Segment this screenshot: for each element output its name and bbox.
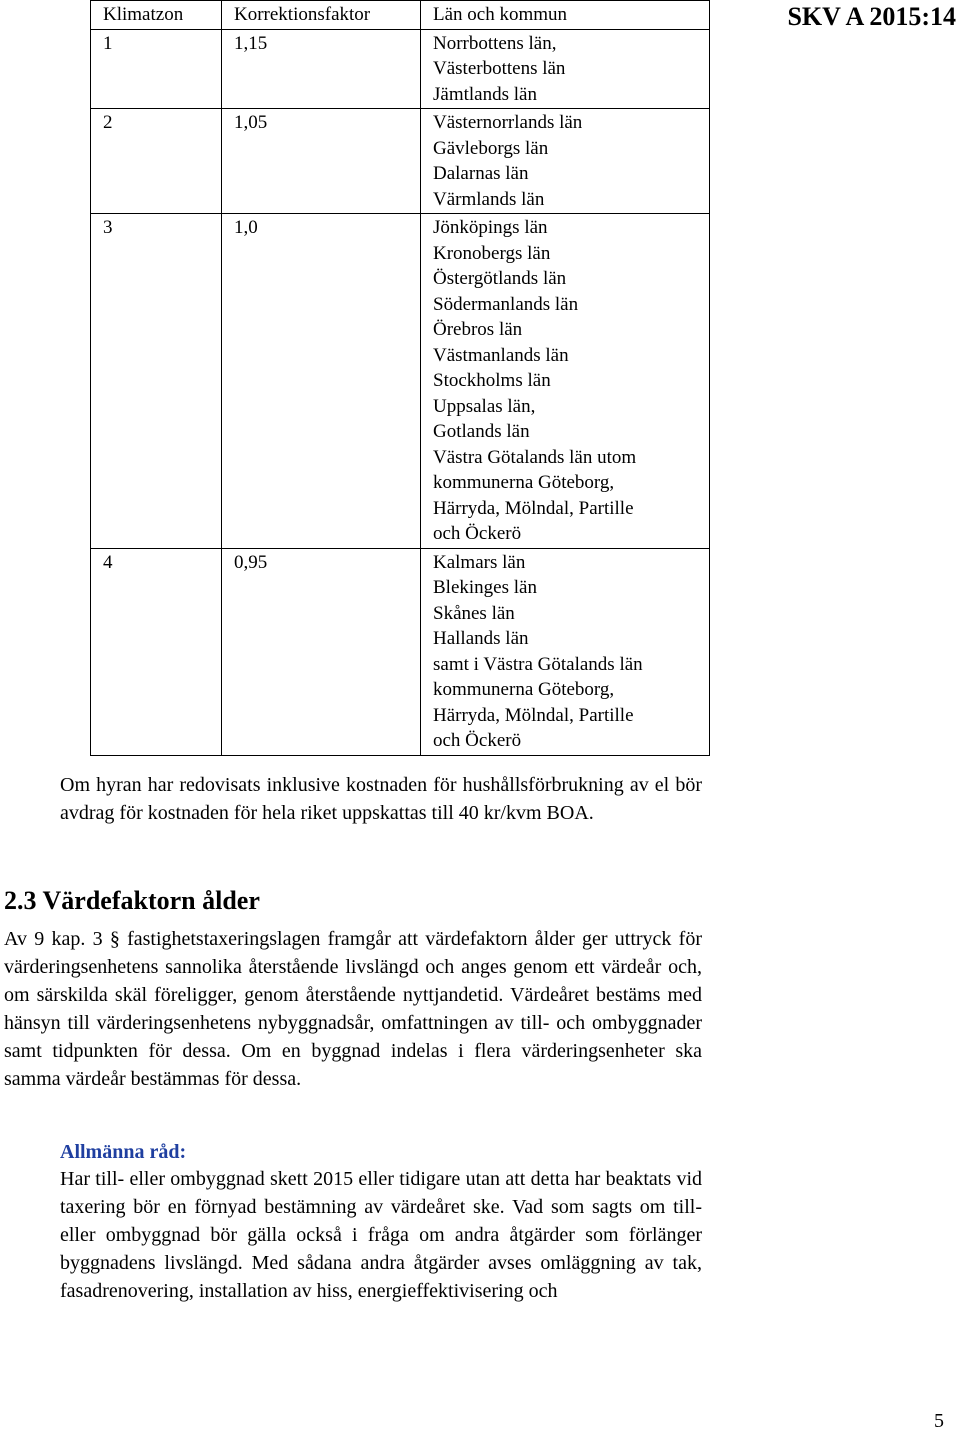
table-row bbox=[91, 29, 710, 109]
factor-cell: 1,0 bbox=[222, 214, 421, 549]
county-line: kommunerna Göteborg, bbox=[433, 679, 615, 700]
table-header-row bbox=[91, 1, 710, 30]
county-line: Västerbottens län bbox=[433, 58, 566, 79]
county-line: Örebros län bbox=[433, 319, 523, 340]
table-body bbox=[91, 29, 710, 755]
county-line: Gävleborgs län bbox=[433, 137, 549, 159]
county-line: Dalarnas län bbox=[433, 163, 529, 184]
county-line: Värmlands län bbox=[433, 188, 545, 210]
county-line: Gotlands län bbox=[433, 421, 530, 442]
rent-note-paragraph: Om hyran har redovisats inklusive kostnaden för hushållsförbrukning av el bör avdrag för kostnaden för hela riket uppskattas till 40 kr/kvm BOA. bbox=[60, 774, 702, 824]
section-body-paragraph: Av 9 kap. 3 § fastighetstaxeringslagen framgår att värdefaktorn ålder ger uttryck för värderingsenhetens sannolika återstående livslängd och anges genom ett värdeår och, om särskilda skäl föreligger, genom återstående nyttjandetid. Värdeåret bestäms med hänsyn till värderingsenhetens nybyggnadsår, omfattningen av till- och ombyggnader samt tidpunkten för dessa. Om en byggnad indelas i flera värderingsenheter ska samma värdeår bestämmas för dessa. bbox=[4, 928, 702, 1090]
county-line: samt i Västra Götalands län bbox=[433, 653, 643, 675]
county-line: Östergötlands län bbox=[433, 268, 567, 289]
county-cell bbox=[421, 214, 710, 549]
county-line: Blekinges län bbox=[433, 577, 537, 598]
climate-zone-table bbox=[90, 0, 710, 756]
column-header-county: Län och kommun bbox=[421, 1, 710, 30]
document-code: SKV A 2015:14 bbox=[787, 2, 956, 31]
county-line: Stockholms län bbox=[433, 370, 551, 391]
county-line: Västernorrlands län bbox=[433, 112, 583, 133]
page-number: 5 bbox=[934, 1410, 944, 1432]
county-line: Norrbottens län, bbox=[433, 32, 557, 54]
county-cell bbox=[421, 548, 710, 755]
zone-cell: 4 bbox=[91, 548, 222, 755]
county-line: Västmanlands län bbox=[433, 344, 569, 366]
factor-cell: 0,95 bbox=[222, 548, 421, 755]
zone-cell: 2 bbox=[91, 109, 222, 214]
county-line: Skånes län bbox=[433, 602, 515, 624]
county-line: Hallands län bbox=[433, 628, 529, 649]
table-row bbox=[91, 109, 710, 214]
section-heading: 2.3 Värdefaktorn ålder bbox=[4, 886, 260, 915]
factor-cell: 1,05 bbox=[222, 109, 421, 214]
table-row bbox=[91, 548, 710, 755]
zone-cell: 1 bbox=[91, 29, 222, 109]
county-line: kommunerna Göteborg, bbox=[433, 472, 615, 493]
county-line: Södermanlands län bbox=[433, 293, 579, 315]
county-cell bbox=[421, 109, 710, 214]
column-header-factor: Korrektionsfaktor bbox=[222, 1, 421, 30]
county-line: Härryda, Mölndal, Partille bbox=[433, 497, 634, 519]
column-header-zone: Klimatzon bbox=[91, 1, 222, 30]
county-line: Jämtlands län bbox=[433, 83, 537, 105]
county-cell bbox=[421, 29, 710, 109]
zone-cell: 3 bbox=[91, 214, 222, 549]
county-line: Västra Götalands län utom bbox=[433, 446, 637, 468]
general-advice-heading: Allmänna råd: bbox=[60, 1141, 187, 1163]
county-line: Kalmars län bbox=[433, 551, 526, 573]
county-line: Kronobergs län bbox=[433, 242, 551, 264]
county-line: och Öckerö bbox=[433, 523, 522, 544]
county-line: Uppsalas län, bbox=[433, 395, 536, 417]
table-row bbox=[91, 214, 710, 549]
county-line: Jönköpings län bbox=[433, 217, 548, 238]
factor-cell: 1,15 bbox=[222, 29, 421, 109]
county-line: och Öckerö bbox=[433, 730, 522, 751]
county-line: Härryda, Mölndal, Partille bbox=[433, 704, 634, 726]
general-advice-paragraph: Har till- eller ombyggnad skett 2015 eller tidigare utan att detta har beaktats vid taxering bör en förnyad bestämning av värdeåret ske. Vad som sagts om till- eller ombyggnad bör gälla också i fråga om andra åtgärder som förlänger byggnadens livslängd. Med sådana andra åtgärder avses omläggning av tak, fasadrenovering, installation av hiss, energieffektivisering och bbox=[60, 1168, 702, 1302]
